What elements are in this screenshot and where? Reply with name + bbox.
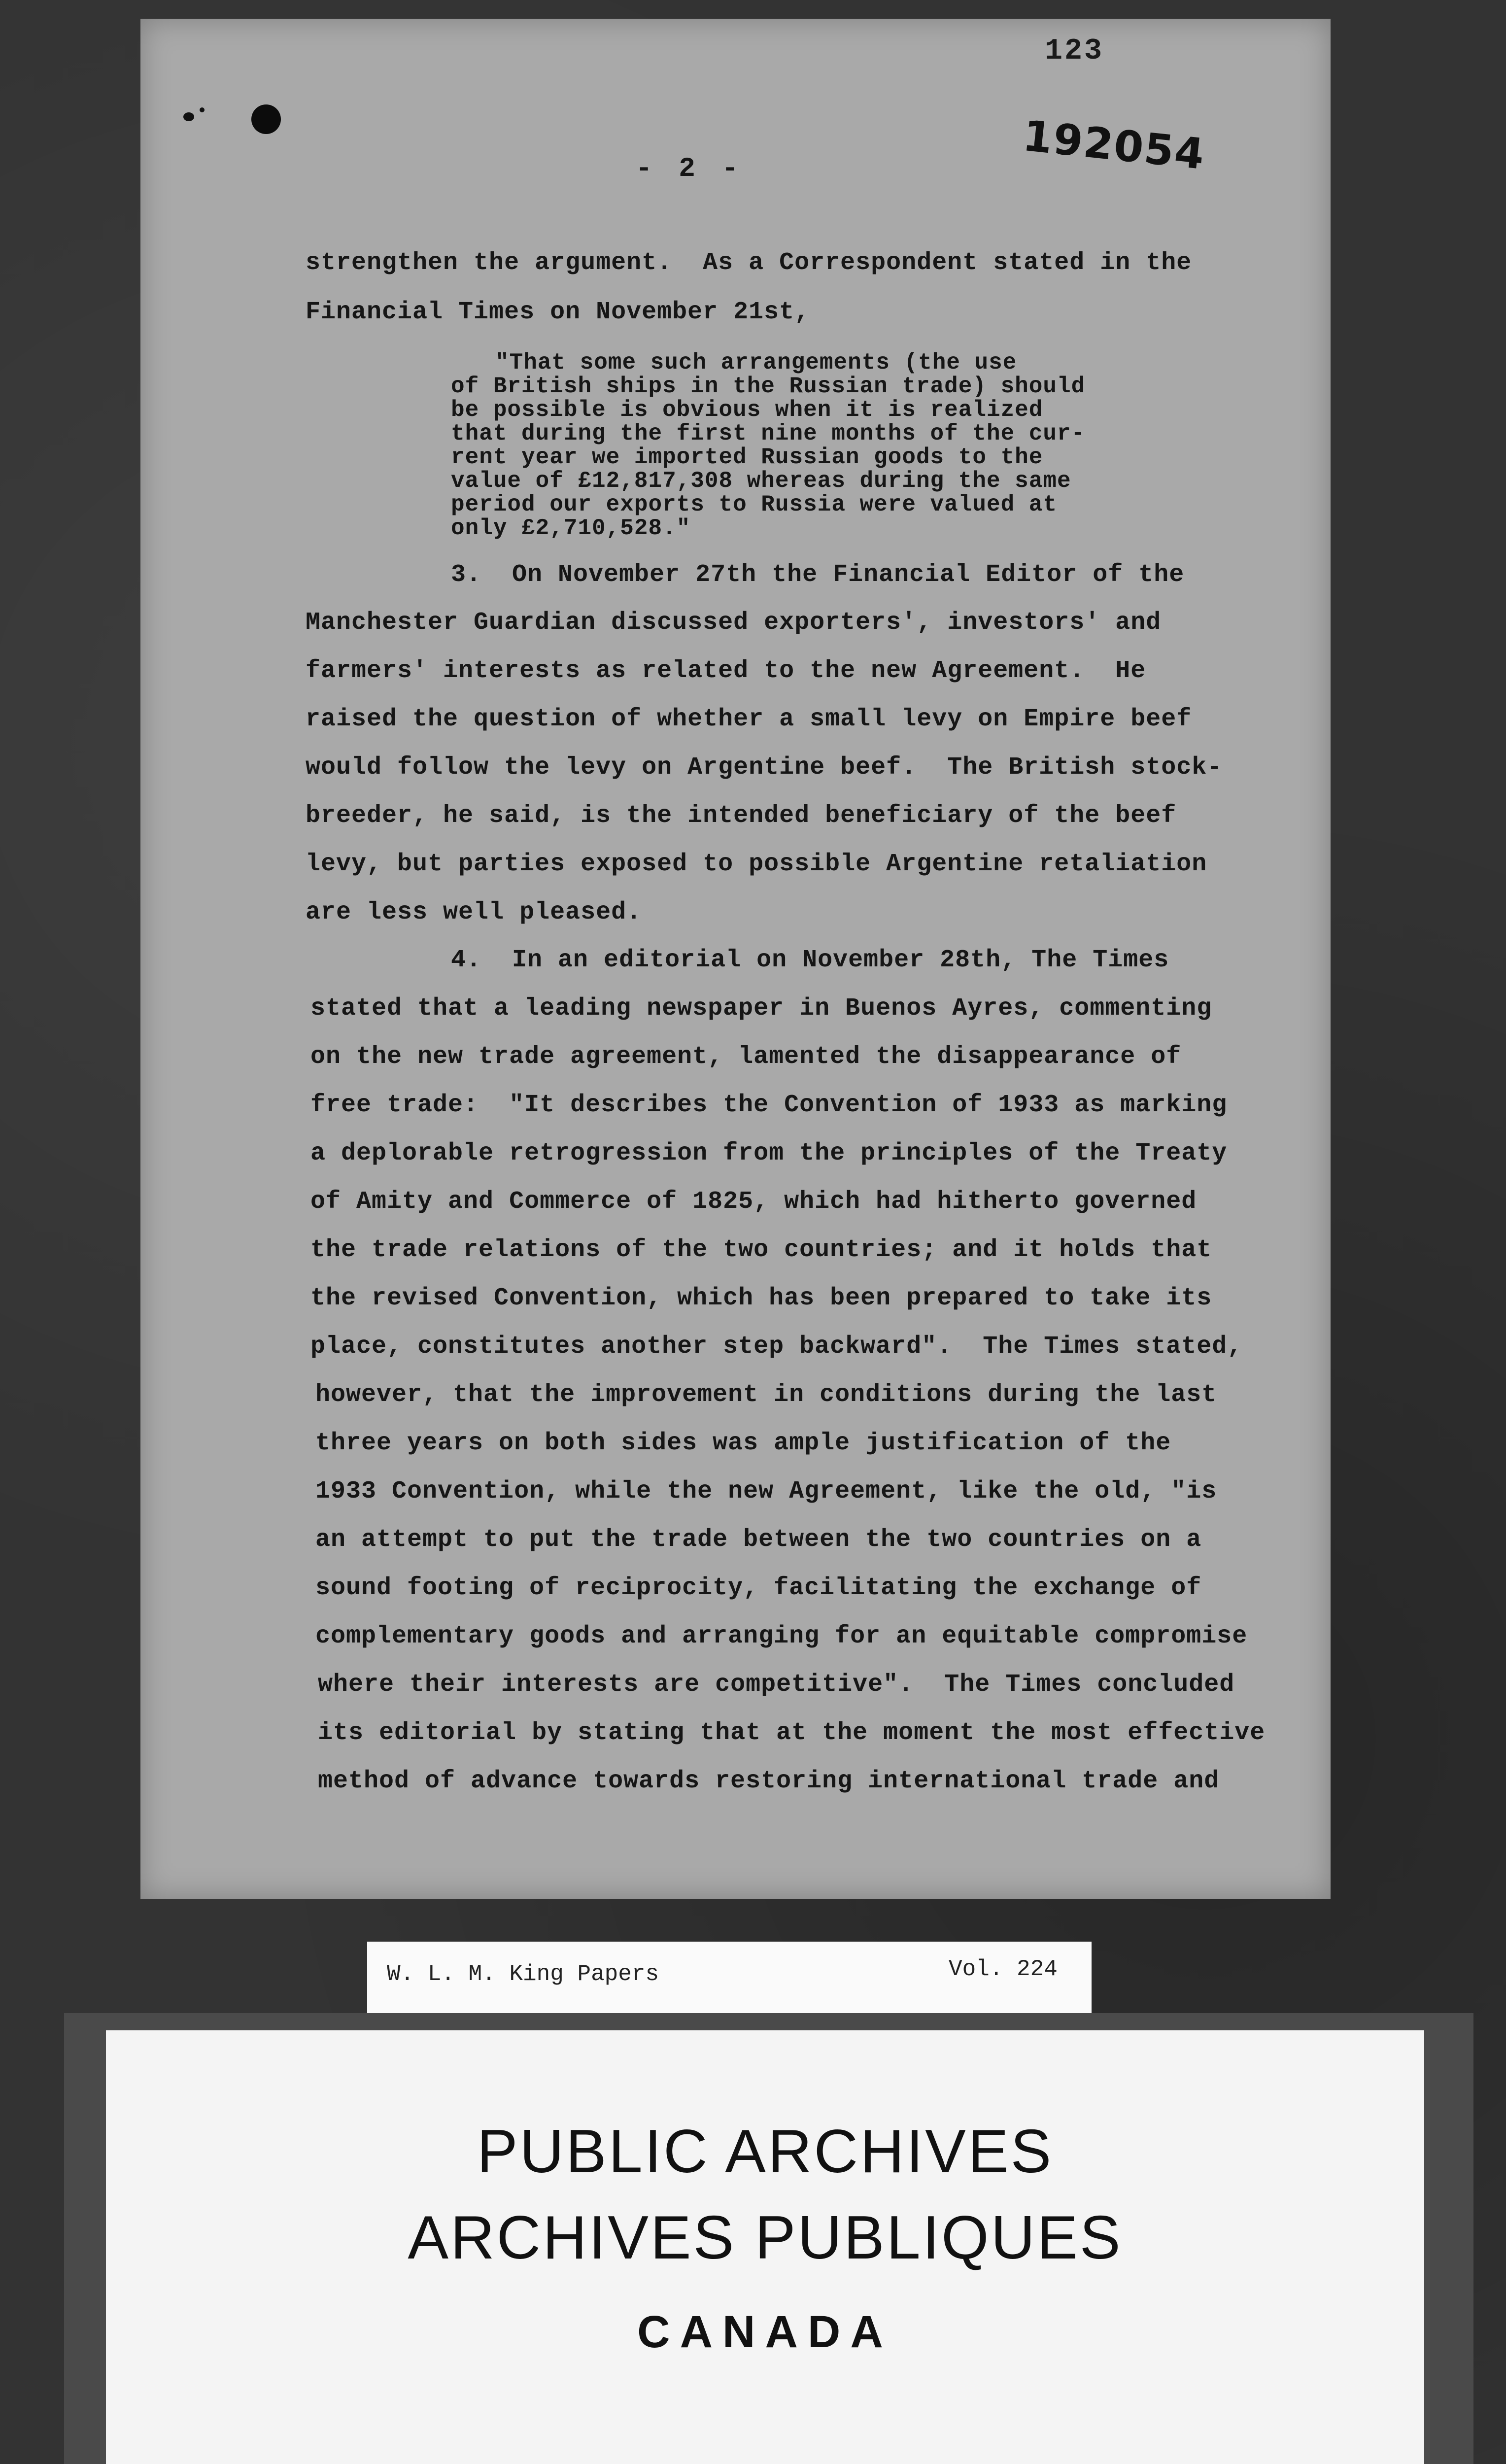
quote-line: be possible is obvious when it is realized <box>451 397 1043 423</box>
text-line: place, constitutes another step backward". The Times stated, <box>310 1333 1243 1361</box>
text-line: Financial Times on November 21st, <box>306 298 810 326</box>
quote-line: rent year we imported Russian goods to the <box>451 445 1043 470</box>
text-line: free trade: "It describes the Convention of 1933 as marking <box>310 1091 1228 1119</box>
text-line: would follow the levy on Argentine beef. The British stock- <box>306 753 1223 782</box>
text-line: its editorial by stating that at the moment the most effective <box>318 1719 1266 1747</box>
text-line: stated that a leading newspaper in Buenos Ayres, commenting <box>310 994 1212 1023</box>
quote-line: "That some such arrangements (the use <box>495 350 1017 376</box>
volume-number: Vol. 224 <box>949 1956 1058 1982</box>
quote-line: value of £12,817,308 whereas during the same <box>451 468 1071 494</box>
text-line: breeder, he said, is the intended beneficiary of the beef <box>306 802 1177 830</box>
text-line: however, that the improvement in conditions during the last <box>315 1381 1217 1409</box>
text-line: 1933 Convention, while the new Agreement, like the old, "is <box>315 1477 1217 1506</box>
text-line: are less well pleased. <box>306 898 642 926</box>
text-line: on the new trade agreement, lamented the disappearance of <box>310 1043 1182 1071</box>
ink-speck <box>200 107 205 112</box>
text-line: Manchester Guardian discussed exporters', investors' and <box>306 609 1162 637</box>
text-line: an attempt to put the trade between the two countries on a <box>315 1526 1202 1554</box>
archive-country: CANADA <box>637 2307 893 2357</box>
text-line: 3. On November 27th the Financial Editor of the <box>451 561 1185 589</box>
text-line: method of advance towards restoring international trade and <box>318 1767 1220 1795</box>
text-line: a deplorable retrogression from the principles of the Treaty <box>310 1139 1228 1167</box>
quote-line: period our exports to Russia were valued at <box>451 492 1057 517</box>
archive-card <box>106 2030 1424 2464</box>
collection-name: W. L. M. King Papers <box>387 1961 659 1987</box>
text-line: sound footing of reciprocity, facilitating the exchange of <box>315 1574 1202 1602</box>
text-line: three years on both sides was ample justification of the <box>315 1429 1171 1457</box>
text-line: raised the question of whether a small levy on Empire beef <box>306 705 1192 733</box>
text-line: the trade relations of the two countries; and it holds that <box>310 1236 1212 1264</box>
quote-line: only £2,710,528." <box>451 515 691 541</box>
text-line: levy, but parties exposed to possible Argentine retaliation <box>306 850 1207 878</box>
quote-line: of British ships in the Russian trade) should <box>451 374 1086 399</box>
page-number: - 2 - <box>636 153 744 184</box>
archive-title-french: ARCHIVES PUBLIQUES <box>408 2204 1123 2272</box>
text-line: strengthen the argument. As a Correspondent stated in the <box>306 249 1192 277</box>
archive-title-english: PUBLIC ARCHIVES <box>477 2118 1054 2186</box>
text-line: 4. In an editorial on November 28th, The Times <box>451 946 1169 974</box>
text-line: complementary goods and arranging for an equitable compromise <box>315 1622 1248 1650</box>
text-line: farmers' interests as related to the new Agreement. He <box>306 657 1146 685</box>
ink-speck <box>183 112 194 121</box>
stamp-number: 192054 <box>1020 111 1208 180</box>
text-line: of Amity and Commerce of 1825, which had hitherto governed <box>310 1188 1197 1216</box>
text-line: where their interests are competitive". The Times concluded <box>318 1671 1235 1699</box>
top-page-number: 123 <box>1045 34 1104 68</box>
quote-line: that during the first nine months of the cur- <box>451 421 1086 446</box>
punch-hole <box>251 104 281 134</box>
text-line: the revised Convention, which has been prepared to take its <box>310 1284 1212 1312</box>
